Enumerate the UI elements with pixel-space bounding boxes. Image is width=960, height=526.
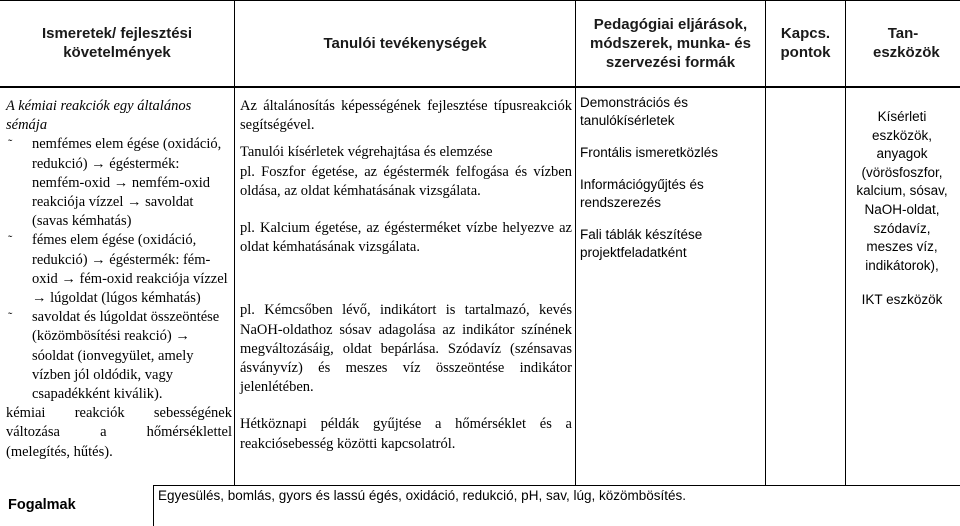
footer-label-divider — [153, 486, 154, 526]
footer-divider — [153, 485, 960, 486]
header-tools — [846, 0, 960, 86]
header-requirements-text: Ismeretek/ fejlesztési követelmények — [41, 25, 193, 61]
header-methods — [576, 0, 765, 86]
method-item-4: Fali táblák készítése projektfeladatként — [580, 227, 703, 260]
concepts-text: Egyesülés, bomlás, gyors és lassú égés, oxidáció, redukció, pH, sav, lúg, közömbösítés. — [158, 488, 687, 503]
requirements-bullet-2 — [6, 231, 232, 308]
tilde-bullet-icon: ˜ — [8, 232, 13, 248]
method-item-1: Demonstrációs és tanulókísérletek — [580, 95, 689, 128]
concepts-label: Fogalmak — [8, 497, 76, 513]
requirements-title: A kémiai reakciók egy általános sémája — [6, 98, 192, 134]
student-activities-cell — [240, 97, 572, 454]
header-connection-points-text: Kapcs. pontok — [780, 25, 831, 61]
activity-p3: pl. Foszfor égetése, az égéstermék felfogása és vízben oldása, az oldat kémhatásának vizsgálata. — [240, 163, 572, 199]
requirements-last-line-3: (melegítés, hűtés). — [6, 443, 113, 460]
requirements-bullet-2-text: fémes elem égése (oxidáció, redukció) → égéstermék: fém-oxid → fém-oxid reakciója vízzel → lúgoldat (lúgos kémhatás) — [32, 232, 228, 307]
header-student-activities-text: Tanulói tevékenységek — [323, 34, 487, 52]
header-student-activities — [235, 0, 575, 86]
requirements-bullet-1-text: nemfémes elem égése (oxidáció, redukció) → égéstermék: nemfém-oxid → nemfém-oxid reakciója vízzel → savoldat (savas kémhatás) — [32, 136, 222, 230]
tilde-bullet-icon: ˜ — [8, 136, 13, 152]
header-tools-text: Tan-eszközök — [873, 25, 940, 61]
activity-p1: Az általánosítás képességének fejlesztése típusreakciók segítségével. — [240, 98, 572, 134]
requirements-cell — [6, 97, 232, 462]
tools-item-1: Kísérleti eszközök, anyagok (vörösfoszfor, kalcium, sósav, NaOH-oldat, szódavíz, meszes víz, indikátorok), — [856, 109, 948, 273]
header-connection-points — [766, 0, 845, 86]
header-methods-text: Pedagógiai eljárások, módszerek, munka- és szervezési formák — [590, 15, 751, 71]
methods-cell — [580, 94, 800, 276]
header-requirements — [0, 0, 234, 86]
requirements-bullet-3 — [6, 308, 232, 404]
tools-item-2: IKT eszközök — [861, 292, 943, 308]
activity-p5: pl. Kémcsőben lévő, indikátort is tartalmazó, kevés NaOH-oldathoz sósav adagolása az indikátor színének megváltozásáig, oldat bepárlása. Szódavíz (szénsavas ásványvíz) és meszes víz összeöntése indikátor jelenlétében. — [240, 302, 572, 396]
requirements-last-line-1: kémiai reakciók sebességének — [6, 405, 232, 422]
requirements-last-line-2: változása a hőmérséklettel — [6, 424, 232, 441]
requirements-bullet-3-text: savoldat és lúgoldat összeöntése (közömbösítési reakció) → sóoldat (ionvegyület, amely vízben jól oldódik, vagy csapadékként kiválik). — [32, 309, 220, 403]
activity-p6: Hétköznapi példák gyűjtése a hőmérséklet és a reakciósebesség közötti kapcsolatról. — [240, 416, 572, 452]
method-item-3: Információgyűjtés és rendszerezés — [580, 177, 704, 210]
activity-p2: Tanulói kísérletek végrehajtása és elemzése — [240, 144, 493, 161]
tools-cell — [850, 108, 954, 310]
tilde-bullet-icon: ˜ — [8, 309, 13, 325]
method-item-2: Frontális ismeretközlés — [580, 145, 719, 160]
activity-p4: pl. Kalcium égetése, az égésterméket vízbe helyezve az oldat kémhatásának vizsgálata. — [240, 220, 572, 256]
requirements-bullet-1 — [6, 135, 232, 231]
header-divider — [0, 86, 960, 88]
